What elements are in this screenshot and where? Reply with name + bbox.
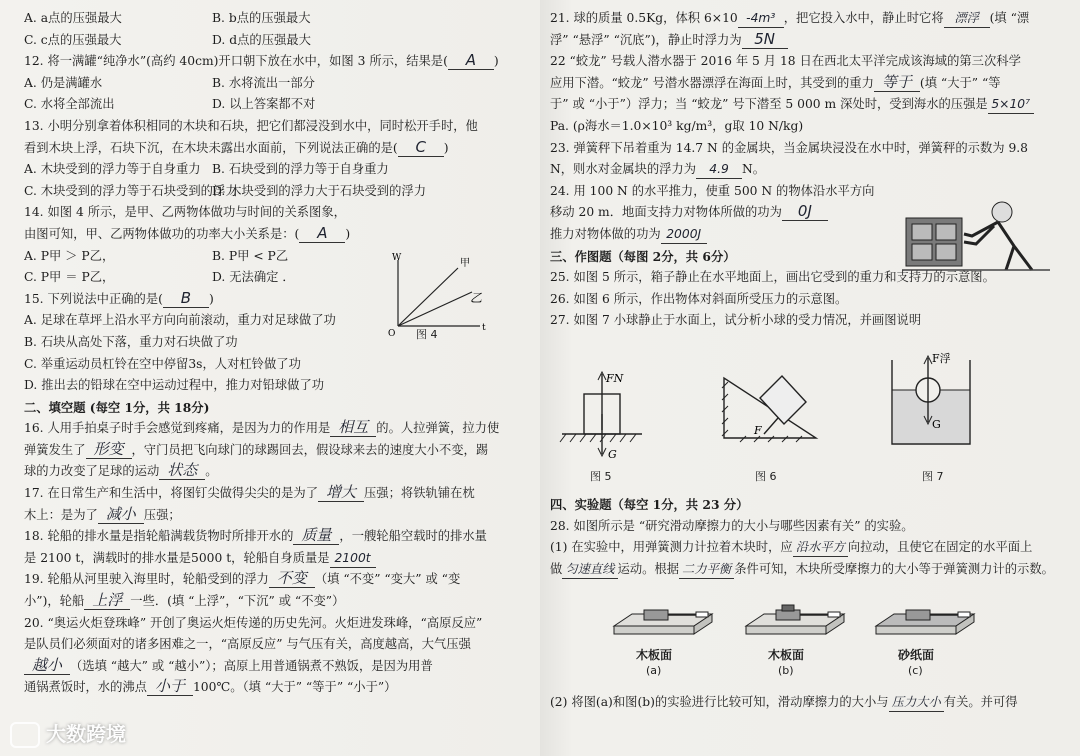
question-line: [24, 526, 524, 548]
handwritten-answer: A: [448, 51, 494, 70]
question-text: 15. 下列说法中正确的是(: [24, 291, 163, 306]
question-line: [24, 548, 524, 570]
block-on-incline: [760, 376, 806, 424]
person-head: [992, 202, 1012, 222]
option-a: A. a点的压强最大: [24, 11, 122, 25]
question-text: 看到木块上浮，石块下沉，在木块未露出水面前，下列说法正确的是(: [24, 140, 398, 155]
text-line: 13. 小明分别拿着体积相同的木块和石块，把它们都浸没到水中，同时松开手时，他: [24, 118, 478, 133]
option-row: [24, 159, 524, 181]
question-line: [24, 138, 524, 160]
friction-board-2: [740, 604, 850, 644]
option-row: [24, 181, 524, 203]
surface-name: 砂纸面: [898, 648, 935, 662]
person-body: [964, 222, 1032, 270]
question-tail: ): [443, 140, 449, 155]
fig7-buoyancy-label: F浮: [932, 352, 951, 365]
question-line: [24, 656, 524, 678]
question-tail: (填 “漂: [989, 11, 1030, 25]
question-tail: （选填 “越大” 或 “越小”）；高原上用普通锅煮不熟饭，是因为用普: [70, 658, 433, 673]
option-b: D. d点的压强最大: [212, 32, 311, 47]
option-a: A. 木块受到的浮力等于自身重力: [24, 162, 201, 177]
question-line: [24, 677, 524, 699]
question-text: 是 2100 t，满载时的排水量是5000 t，轮船自身质量是: [24, 550, 330, 565]
text-line: A. 足球在草坪上沿水平方向向前滚动，重力对足球做了功: [24, 313, 336, 328]
friction-board-1: [608, 604, 718, 644]
right-column-lower: [550, 494, 1070, 580]
q28-part2: (2) 将图(a)和图(b)的实验进行比较可知，滑动摩擦力的大小与 压力大小 有关。并可得: [550, 692, 1070, 714]
question-line: [550, 224, 895, 246]
line-yi: [398, 292, 472, 326]
option-row: [24, 73, 524, 95]
question-text: 于” 或 “小于”）浮力；当 “蛟龙” 号下潜至 5 000 m 深处时，受到海水的压强是: [550, 97, 988, 112]
question-line: [550, 30, 1070, 52]
handwritten-answer: 二力平衡: [679, 560, 734, 579]
fig4-caption: 图 4: [416, 328, 438, 341]
figure-7-ball-in-water: [886, 352, 976, 452]
question-line: [550, 159, 1070, 181]
question-tail: 100℃。（填 “大于” “等于” “小于”）: [192, 680, 397, 695]
option-b: B. 水将流出一部分: [212, 75, 315, 90]
question-tail: 压强；将铁轨铺在枕: [364, 486, 475, 501]
handwritten-answer: 2000J: [661, 225, 707, 244]
question-line: [24, 224, 524, 246]
text-line: 24. 用 100 N 的水平推力，使重 500 N 的物体沿水平方向: [550, 183, 875, 198]
fig4-line1-label: 甲: [460, 258, 470, 269]
watermark-logo-icon: [10, 722, 40, 748]
question-line: [24, 440, 524, 462]
friction-board-3: [870, 604, 980, 644]
text-line: 20. “奥运火炬登珠峰” 开创了奥运火炬传递的历史先河。火炬进发珠峰，“高原反应”: [24, 615, 483, 630]
question-tail: 一些．(填 “上浮”，“下沉” 或 “不变”）: [130, 594, 345, 609]
text-line: B. 石块从高处下落，重力对石块做了功: [24, 334, 238, 349]
question-line: [24, 483, 524, 505]
left-column: [24, 8, 524, 699]
fig5-gravity-label: G: [608, 448, 617, 460]
option-b: D. 无法确定 ．: [212, 270, 295, 285]
question-tail: ，一艘轮船空载时的排水量: [339, 529, 487, 544]
question-text: (1) 在实验中，用弹簧测力计拉着木块时，应: [550, 540, 793, 555]
question-tail: 压强；: [143, 507, 181, 522]
handwritten-answer: 状态: [159, 461, 205, 480]
text-line: 14. 如图 4 所示，是甲、乙两物体做功与时间的关系图象，: [24, 205, 346, 220]
question-text: 19. 轮船从河里驶入海里时，轮船受到的浮力: [24, 572, 269, 587]
handwritten-answer: 4.9: [696, 160, 742, 179]
fig4-xlabel: t: [482, 323, 486, 333]
handwritten-answer: 增大: [318, 483, 364, 502]
handwritten-answer: 5×10⁷: [988, 95, 1034, 114]
question-tail: 向拉动，且使它在固定的水平面上: [847, 540, 1033, 555]
question-text: 16. 人用手拍桌子时手会感觉到疼痛，是因为力的作用是: [24, 421, 331, 436]
handwritten-answer: A: [299, 224, 345, 243]
question-text: 木上：是为了: [24, 507, 98, 522]
surface-label: (b): [778, 664, 794, 677]
option-b: B. b点的压强最大: [212, 11, 311, 25]
question-text: 18. 轮船的排水量是指轮船满载货物时所排开水的: [24, 529, 294, 544]
option-row: [24, 8, 524, 30]
handwritten-answer: 5N: [742, 30, 788, 49]
option-a: A. 仍是满罐水: [24, 75, 103, 90]
figure-6-incline: [720, 372, 830, 452]
option-a: C. P甲 ＝ P乙，: [24, 270, 115, 285]
question-text: 弹簧发生了: [24, 442, 86, 457]
option-b: D. 木块受到的浮力大于石块受到的浮力: [212, 183, 426, 198]
handwritten-answer: C: [398, 138, 444, 157]
option-a: A. P甲 ＞ P乙，: [24, 248, 115, 263]
last-line: [550, 692, 1070, 714]
question-line: [24, 591, 524, 613]
fig4-ylabel: W: [392, 253, 402, 263]
option-a: C. 水将全部流出: [24, 97, 115, 112]
question-line: [550, 8, 1070, 30]
line-jia: [398, 268, 458, 326]
pressure-arrow: [764, 418, 778, 434]
right-column: [550, 8, 1070, 332]
text-line: 23. 弹簧秤下吊着重为 14.7 N 的金属块，当金属块浸没在水中时，弹簧秤的示数为 9.8: [550, 140, 1029, 155]
option-a: C. c点的压强最大: [24, 32, 122, 47]
text-line: 22 “蛟龙” 号载人潜水器于 2016 年 5 月 18 日在西北太平洋完成该海域的第三次科学: [550, 54, 1021, 69]
handwritten-answer: 小于: [147, 677, 193, 696]
handwritten-answer: 越小: [24, 656, 70, 675]
fig5-force-label: FN: [606, 372, 624, 385]
handwritten-answer: 等于: [874, 73, 920, 92]
section-heading: 四、实验题（每空 1分，共 23 分）: [550, 497, 749, 512]
handwritten-answer: B: [163, 289, 209, 308]
figure-5-box-on-ground: [558, 368, 648, 460]
question-text: 移动 20 m．地面支持力对物体所做的功为: [550, 205, 782, 220]
question-line: [550, 202, 895, 224]
question-tail: ): [208, 291, 214, 306]
question-tail: ，把它投入水中，静止时它将: [783, 11, 944, 25]
text-line: 27. 如图 7 小球静止于水面上，试分析小球的受力情况，并画图说明: [550, 313, 922, 328]
handwritten-answer: 形变: [86, 440, 132, 459]
surface-name: 木板面: [768, 648, 805, 662]
handwritten-answer: 2100t: [330, 549, 376, 568]
question-text: 21. 球的质量 0.5Kg，体积 6×10: [550, 11, 738, 25]
handwritten-answer: 不变: [269, 569, 315, 588]
fig4-line2-label: 乙: [470, 291, 483, 305]
option-b: B. P甲 < P乙: [212, 248, 289, 263]
push-box-illustration: [902, 196, 1052, 276]
question-tail: N。: [742, 162, 766, 177]
handwritten-answer: 相互: [330, 418, 376, 437]
text-line: 26. 如图 6 所示，作出物体对斜面所受压力的示意图。: [550, 291, 848, 306]
handwritten-answer: -4m³: [738, 9, 784, 28]
option-b: D. 以上答案都不对: [212, 97, 316, 112]
text-line: Pa. (ρ海水＝1.0×10³ kg/m³，g取 10 N/kg): [550, 118, 804, 133]
question-line: [550, 559, 1070, 581]
handwritten-answer: 压力大小: [889, 693, 944, 712]
question-line: [550, 537, 1070, 559]
handwritten-answer: 0J: [782, 202, 828, 221]
fig4-origin: O: [388, 329, 396, 339]
option-row: [24, 30, 524, 52]
handwritten-answer: 漂浮: [944, 9, 990, 28]
fig5-caption: 图 5: [590, 470, 612, 483]
question-text: 推力对物体做的功为: [550, 226, 661, 241]
question-text: 浮” “悬浮” “沉底”)，静止时浮力为: [550, 32, 742, 47]
text-line: D. 推出去的铅球在空中运动过程中，推力对铅球做了功: [24, 378, 325, 393]
surface-label: (c): [908, 664, 923, 677]
watermark-text: 大数跨境: [46, 721, 126, 746]
question-line: [24, 569, 524, 591]
question-line: [24, 418, 524, 440]
question-tail: 运动。根据: [617, 561, 680, 576]
text-line: C. 举重运动员杠铃在空中停留3s，人对杠铃做了功: [24, 356, 301, 371]
question-text: 球的力改变了足球的运动: [24, 464, 160, 479]
text-line: 是队员们必须面对的诸多困难之一，“高原反应” 与气压有关，高度越高，大气压强: [24, 637, 471, 652]
option-a: C. 木块受到的浮力等于石块受到的浮力: [24, 183, 238, 198]
option-row: [24, 94, 524, 116]
fig7-caption: 图 7: [922, 470, 944, 483]
handwritten-answer: 沿水平方: [793, 538, 848, 557]
fig6-force-label: F: [754, 424, 762, 437]
right-page: [540, 0, 1080, 756]
question-tail: ): [493, 54, 499, 69]
watermark: [10, 718, 126, 749]
question-line: [550, 73, 1070, 95]
question-tail: (填 “大于” “等: [919, 75, 1001, 90]
question-text: 应用下潜。“蛟龙” 号潜水器漂浮在海面上时，其受到的重力: [550, 75, 874, 90]
question-tail: ，守门员把飞向球门的球踢回去，假设球来去的速度大小不变，踢: [131, 442, 489, 457]
question-tail: （填 “不变” “变大” 或 “变: [314, 572, 461, 587]
question-tail: 。: [205, 464, 218, 479]
surface-label: (a): [646, 664, 662, 677]
question-text: 通锅煮饭时，水的沸点: [24, 680, 147, 695]
question-text: 做: [550, 561, 563, 576]
handwritten-answer: 减小: [98, 505, 144, 524]
option-b: B. 石块受到的浮力等于自身重力: [212, 162, 389, 177]
section-heading: 三、作图题（每图 2分，共 6分）: [550, 248, 736, 264]
handwritten-answer: 质量: [293, 526, 339, 545]
question-text: 17. 在日常生产和生活中，将图钉尖做得尖尖的是为了: [24, 486, 318, 501]
fig6-caption: 图 6: [755, 470, 777, 483]
question-text: N，则水对金属块的浮力为: [550, 162, 697, 177]
question-line: [24, 461, 524, 483]
question-line: [24, 51, 524, 73]
section-heading: 二、填空题 (每空 1分，共 18分): [24, 399, 210, 415]
question-tail: ): [345, 226, 351, 241]
question-line: [24, 505, 524, 527]
question-text: 由图可知，甲、乙两物体做功的功率大小关系是：(: [24, 226, 300, 241]
fig7-weight-label: G: [932, 418, 941, 431]
question-line: [550, 94, 1070, 116]
surface-name: 木板面: [636, 648, 673, 662]
text-line: 25. 如图 5 所示，箱子静止在水平地面上，画出它受到的重力和支持力的示意图。: [550, 270, 995, 285]
question-tail: 条件可知，木块所受摩擦力的大小等于弹簧测力计的示数。: [734, 561, 1054, 576]
question-tail: 的。人拉弹簧，拉力使: [376, 421, 500, 436]
question-text: 小”)，轮船: [24, 594, 85, 609]
handwritten-answer: 上浮: [84, 591, 130, 610]
text-line: 28. 如图所示是 “研究滑动摩擦力的大小与哪些因素有关” 的实验。: [550, 518, 914, 533]
handwritten-answer: 匀速直线: [562, 560, 617, 579]
question-text: 12. 将一满罐“纯净水”(高约 40cm)开口朝下放在水中，如图 3 所示，结果是(: [24, 54, 448, 69]
